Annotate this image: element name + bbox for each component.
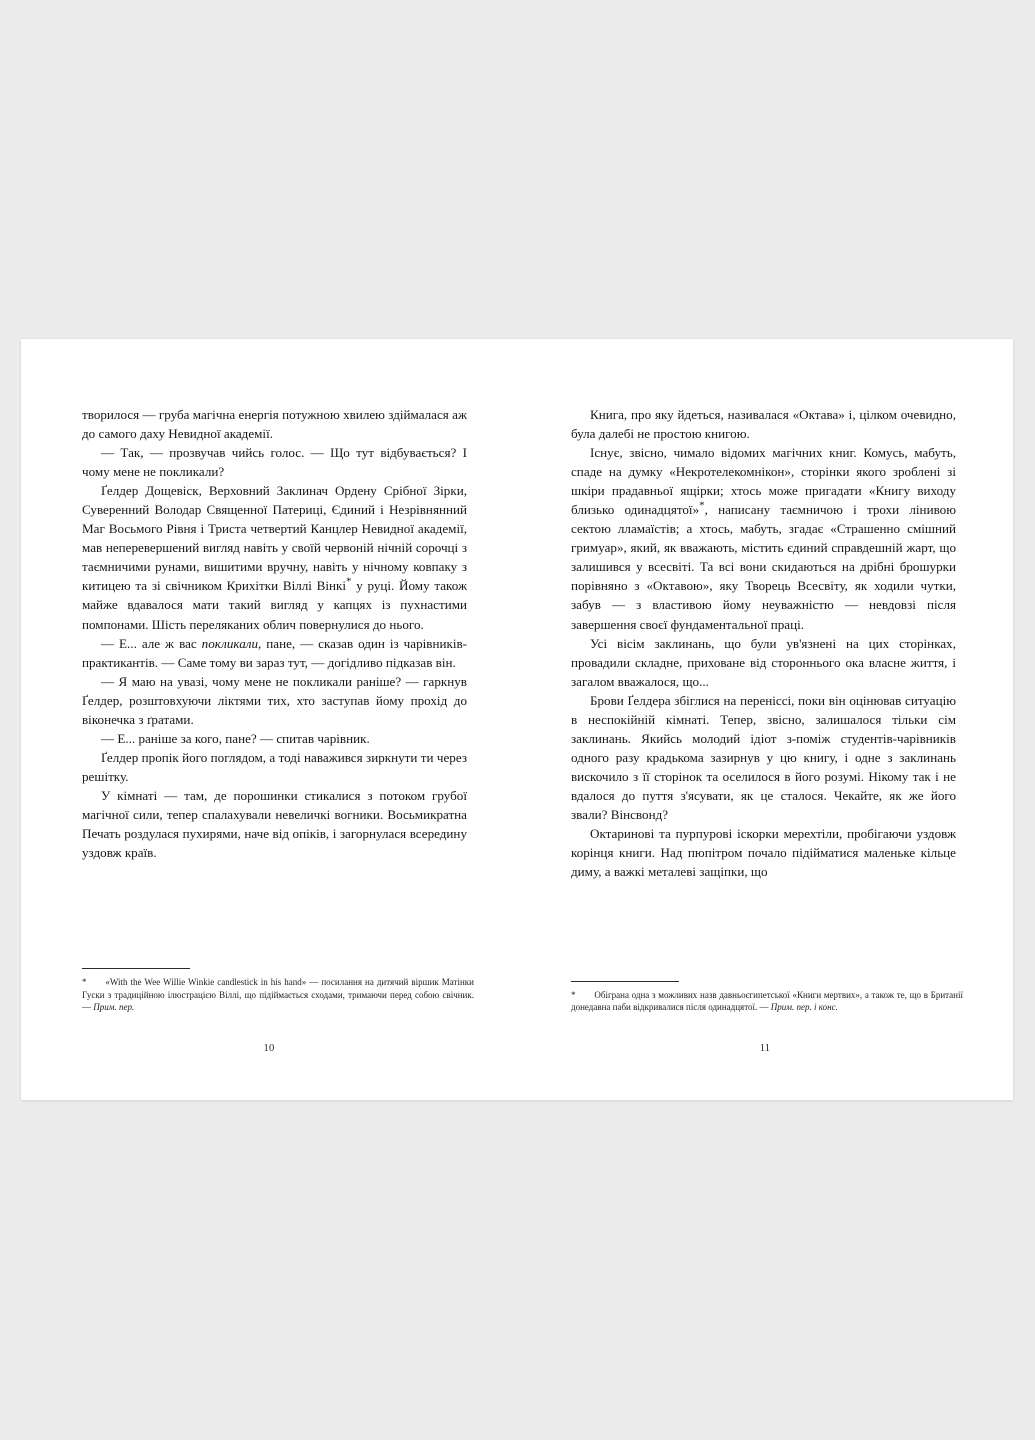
footnote-block-left [82, 968, 474, 1014]
body-paragraph [82, 729, 467, 748]
footnote-marker: * [82, 977, 87, 988]
page-number-right: 11 [759, 1043, 771, 1054]
body-paragraph [571, 443, 956, 633]
text-run: Обіграна одна з можливих назв давньоєгипетської «Книги мертвих», а також те, що в Британії донедавна паби відкривалися після одинадцятої. — [571, 989, 963, 1013]
text-run: Октаринові та пурпурові іскорки мерехтіли, пробігаючи уздовж корінця книги. Над пюпітром почало підійматися маленьке кільце диму, а важкі металеві защіпки, що [571, 826, 956, 880]
text-run: — Так, — прозвучав чийсь голос. — Що тут відбувається? І чому мене не покликали? [82, 445, 467, 480]
text-run: — Е... але ж вас [100, 635, 202, 651]
body-paragraph [571, 691, 956, 824]
body-paragraph [82, 443, 467, 481]
footnote-reference-marker: * [346, 576, 352, 589]
italic-run: Прим. пер. [93, 1002, 135, 1013]
text-run: «With the Wee Willie Winkie candlestick in his hand» — посилання на дитячий віршик Матінки Гуски з традиційною ілюстрацією Віллі, що підіймається сходами, тримаючи перед собою свічник. — [82, 977, 474, 1013]
body-paragraph [82, 748, 467, 786]
body-paragraph [571, 634, 956, 691]
text-run: У кімнаті — там, де порошинки стикалися з потоком грубої магічної сили, тепер спалахували невеличкі вогники. Восьмикратна Печать роздулася пухирями, наче від опіків, і загорнулася всередину уздовж країв. [82, 787, 467, 861]
text-run: Брови Ґелдера збіглися на переніссі, поки він оцінював ситуацію в неспокійній кімнаті. Тепер, звісно, залишалося тільки сім заклинань. Якийсь молодий ідіот з-поміж студентів-чарівників одного разу крадькома зазирнув у цю книгу, і одне з заклинань вискочило з її сторінок та оселилося в його розумі. Нікому так і не вдалося до пуття з'ясувати, як це сталося. Чекайте, як же його звали? Вінсвонд? [571, 692, 956, 822]
body-paragraph [82, 481, 467, 633]
body-paragraph [571, 405, 956, 443]
text-run: Усі вісім заклинань, що були ув'язнені на цих сторінках, провадили складне, приховане від стороннього ока власне життя, і загалом вважалося, що... [571, 635, 956, 689]
body-paragraph [82, 405, 467, 443]
book-page-left [21, 339, 517, 1100]
footnote-reference-marker: * [699, 499, 705, 512]
body-paragraph [571, 824, 956, 881]
footnote-text-left [82, 976, 474, 1014]
footnote-text-right [571, 989, 963, 1014]
footnote-marker: * [571, 989, 576, 1000]
text-run: Книга, про яку йдеться, називалася «Октава» і, цілком очевидно, була далебі не простою книгою. [571, 407, 956, 442]
text-run: Ґелдер Дощевіск, Верховний Заклинач Ордену Срібної Зірки, Суверенний Володар Священної Патериці, Єдиний і Незрівнянний Маг Восьмого Рівня і Триста четвертий Канцлер Невидної академії, мав неперевершений вигляд навіть у своїй червоній нічній сорочці з таємничими рунами, вишитими вручну, навіть у нічному ковпаку з китицею та зі свічником Крихітки Віллі Вінкі [82, 483, 467, 594]
footnote-separator-rule [82, 968, 190, 969]
text-run: — Я маю на увазі, чому мене не покликали раніше? — гаркнув Ґелдер, розштовхуючи ліктями тих, хто заступав йому прохід до віконечка з ґратами. [82, 673, 467, 727]
book-spread [21, 339, 1013, 1100]
book-page-right [517, 339, 1013, 1100]
italic-run: Прим. пер. і конс. [770, 1002, 838, 1013]
text-run: — Е... раніше за кого, пане? — спитав чарівник. [100, 730, 370, 746]
footnote-separator-rule [571, 981, 679, 982]
text-run: Ґелдер пропік його поглядом, а тоді наважився зиркнути ти через решітку. [82, 749, 467, 784]
page-number-left: 10 [263, 1043, 275, 1054]
page-body-text-left [82, 405, 467, 862]
text-run: творилося — груба магічна енергія потужною хвилею здіймалася аж до самого даху Невидної академії. [82, 407, 467, 442]
italic-run: покликали [201, 635, 259, 651]
body-paragraph [82, 634, 467, 672]
text-run: Існує, звісно, чимало відомих магічних книг. Комусь, мабуть, спаде на думку «Некротелекомнікон», сторінки якого зроблені зі шкіри прадавньої ящірки; хтось може пригадати «Книгу виходу близько одинадцятої» [571, 445, 956, 518]
text-run: , пане, — сказав один із чарівників-практикантів. — Саме тому ви зараз тут, — догідливо підказав він. [82, 635, 467, 670]
body-paragraph [82, 786, 467, 862]
footnote-block-right [571, 981, 963, 1014]
page-body-text-right [571, 405, 956, 881]
text-run: у руці. Йому також майже вдавалося мати такий вигляд у капцях із пухнастими помпонами. Шість переляканих облич повернулися до нього. [82, 578, 467, 632]
body-paragraph [82, 672, 467, 729]
text-run: , написану таємничою і трохи лінивою сектою лламаїстів; а хтось, мабуть, згадає «Страшенно смішний гримуар», який, як вважають, містить єдиний справдешній жарт, що залишився у всесвіті. Та всі вони скидаються на дрібні брошурки порівняно з «Октавою», яку Творець Всесвіту, як ходили чутки, забув — з властивою йому неуважністю — невдовзі після завершення своєї фундаментальної праці. [571, 502, 956, 632]
